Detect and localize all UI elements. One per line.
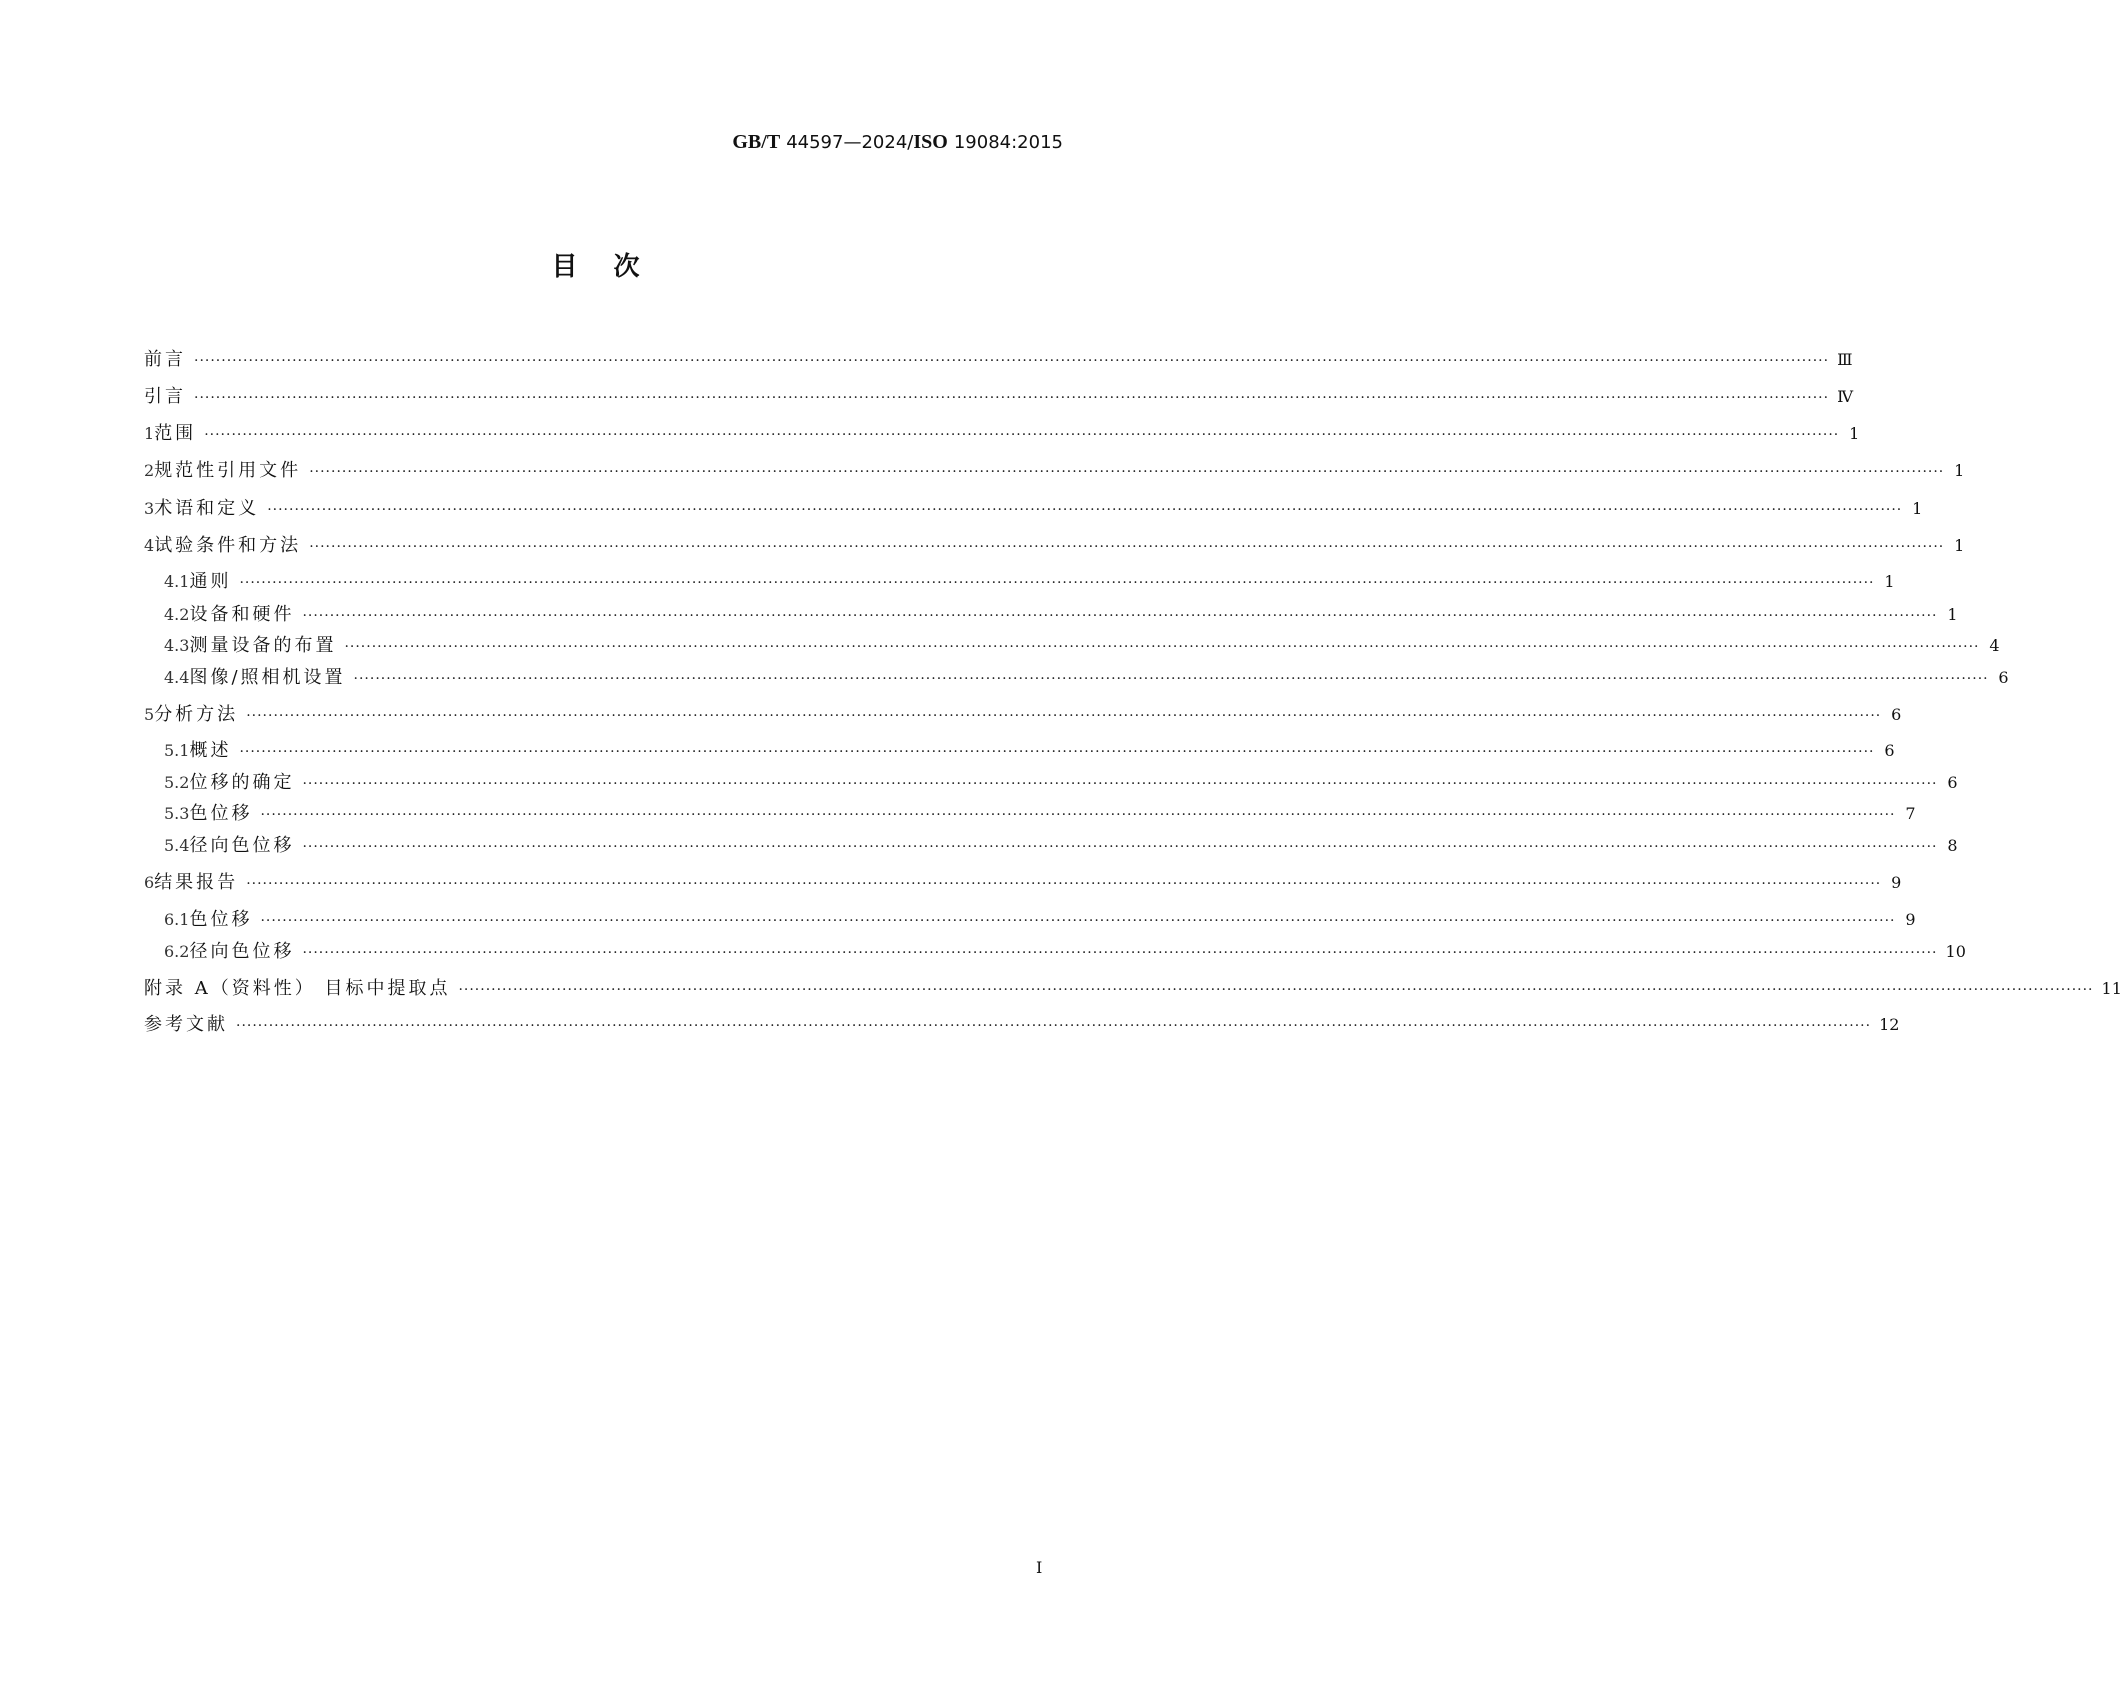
- dot-leader: ············································································································································································································································································································: [194, 390, 1830, 406]
- toc-entry[interactable]: [164, 663, 2009, 689]
- toc-entry-label: 径向色位移: [189, 835, 295, 856]
- toc-entry-label: 通则: [189, 571, 232, 592]
- toc-entry[interactable]: [164, 736, 1895, 762]
- dot-leader: ············································································································································································································································································································: [246, 876, 1882, 892]
- iso-prefix: ISO: [913, 131, 948, 153]
- dot-leader: ············································································································································································································································································································: [458, 982, 2094, 998]
- toc-entry-page: 1: [1849, 424, 1860, 443]
- toc-entry-label: 结果报告: [154, 872, 239, 893]
- toc-entry-page: 6: [1947, 773, 1958, 792]
- toc-entry-page: 1: [1912, 499, 1923, 518]
- dot-leader: ············································································································································································································································································································: [309, 464, 1945, 480]
- toc-entry-label: 分析方法: [154, 704, 239, 725]
- dot-leader: ············································································································································································································································································································: [309, 539, 1945, 555]
- toc-entry-label: 范围: [154, 423, 197, 444]
- dot-leader: ············································································································································································································································································································: [302, 945, 1938, 961]
- toc-entry[interactable]: [144, 494, 1923, 520]
- toc-entry-page: 8: [1947, 836, 1958, 855]
- toc-entry-page: 1: [1954, 461, 1965, 480]
- dot-leader: ············································································································································································································································································································: [353, 671, 1989, 687]
- toc-entry-label: 前言: [144, 349, 186, 370]
- toc-entry-page: 12: [1879, 1015, 1900, 1034]
- toc-entry[interactable]: [164, 905, 1916, 931]
- toc-entry-label: 色位移: [189, 909, 253, 930]
- toc-entry-number: 5: [144, 705, 155, 724]
- toc-entry-label: 试验条件和方法: [154, 535, 302, 556]
- toc-entry-number: 1: [144, 424, 155, 443]
- dot-leader: ············································································································································································································································································································: [302, 776, 1938, 792]
- toc-entry[interactable]: [164, 600, 1958, 626]
- toc-entry[interactable]: [144, 456, 1965, 482]
- toc-entry-number: 6: [144, 873, 155, 892]
- toc-entry-page: 7: [1905, 804, 1916, 823]
- toc-entry-number: 5.3: [164, 804, 190, 823]
- toc-entry-number: 4.4: [164, 668, 190, 687]
- dot-leader: ············································································································································································································································································································: [194, 353, 1830, 369]
- toc-entry-number: 2: [144, 461, 155, 480]
- toc-entry-label: 概述: [189, 740, 232, 761]
- toc-entry[interactable]: [164, 937, 1966, 963]
- toc-entry-number: 5.4: [164, 836, 190, 855]
- toc-entry[interactable]: [164, 768, 1958, 794]
- toc-entry-label: 规范性引用文件: [154, 460, 302, 481]
- page-title: 目次: [551, 252, 676, 282]
- dot-leader: ············································································································································································································································································································: [239, 744, 1875, 760]
- toc-entry-label: 参考文献: [144, 1014, 228, 1035]
- toc-entry[interactable]: [144, 531, 1965, 557]
- standard-number-header: [732, 131, 1063, 154]
- toc-entry-label: 径向色位移: [189, 941, 295, 962]
- toc-entry-label: 引言: [144, 386, 186, 407]
- dot-leader: ············································································································································································································································································································: [267, 502, 1903, 518]
- toc-entry-number: 5.1: [164, 741, 190, 760]
- toc-entry-number: 6.1: [164, 910, 190, 929]
- toc-entry-label: 设备和硬件: [189, 604, 295, 625]
- toc-entry[interactable]: [164, 631, 2000, 657]
- toc-entry-number: 4: [144, 536, 155, 555]
- toc-entry[interactable]: [164, 799, 1916, 825]
- dot-leader: ············································································································································································································································································································: [302, 608, 1938, 624]
- dot-leader: ············································································································································································································································································································: [344, 639, 1980, 655]
- standard-number: 44597—2024/: [786, 132, 914, 153]
- dot-leader: ············································································································································································································································································································: [302, 839, 1938, 855]
- dot-leader: ············································································································································································································································································································: [260, 913, 1896, 929]
- toc-entry-page: Ⅳ: [1837, 387, 1854, 406]
- toc-entry-page: 6: [1998, 668, 2009, 687]
- toc-entry-page: 1: [1954, 536, 1965, 555]
- toc-entry-number: 3: [144, 499, 155, 518]
- toc-entry[interactable]: [164, 567, 1895, 593]
- toc-entry[interactable]: [144, 419, 1860, 445]
- toc-entry-page: 6: [1891, 705, 1902, 724]
- toc-entry-page: 4: [1989, 636, 2000, 655]
- toc-entry-number: 5.2: [164, 773, 190, 792]
- toc-entry-page: 1: [1884, 572, 1895, 591]
- toc-entry[interactable]: [144, 700, 1902, 726]
- toc-entry-label: 术语和定义: [154, 498, 260, 519]
- toc-entry[interactable]: [144, 1010, 1900, 1036]
- toc-entry-number: 4.2: [164, 605, 190, 624]
- dot-leader: ············································································································································································································································································································: [246, 708, 1882, 724]
- iso-number: 19084:2015: [953, 132, 1063, 153]
- toc-entry-number: 6.2: [164, 942, 190, 961]
- toc-entry[interactable]: [144, 345, 1853, 371]
- toc-entry-page: 6: [1884, 741, 1895, 760]
- toc-entry-page: 11: [2101, 979, 2122, 998]
- toc-entry-page: 1: [1947, 605, 1958, 624]
- dot-leader: ············································································································································································································································································································: [236, 1018, 1872, 1034]
- toc-entry[interactable]: [144, 382, 1854, 408]
- toc-entry-page: 9: [1905, 910, 1916, 929]
- toc-entry[interactable]: [144, 868, 1902, 894]
- page-number: I: [1036, 1558, 1043, 1577]
- toc-entry-number: 4.3: [164, 636, 190, 655]
- toc-entry[interactable]: [164, 831, 1958, 857]
- toc-entry-page: 9: [1891, 873, 1902, 892]
- toc-entry-page: 10: [1945, 942, 1966, 961]
- dot-leader: ············································································································································································································································································································: [204, 427, 1840, 443]
- toc-entry[interactable]: [144, 974, 2122, 1000]
- toc-entry-label: 测量设备的布置: [189, 635, 337, 656]
- toc-entry-label: 色位移: [189, 803, 253, 824]
- toc-entry-page: Ⅲ: [1837, 350, 1853, 369]
- standard-prefix: GB/T: [732, 131, 781, 153]
- toc-entry-label: 附录 A（资料性） 目标中提取点: [144, 978, 451, 999]
- toc-entry-label: 图像/照相机设置: [189, 667, 346, 688]
- toc-entry-number: 4.1: [164, 572, 190, 591]
- toc-entry-label: 位移的确定: [189, 772, 295, 793]
- dot-leader: ············································································································································································································································································································: [260, 807, 1896, 823]
- dot-leader: ············································································································································································································································································································: [239, 575, 1875, 591]
